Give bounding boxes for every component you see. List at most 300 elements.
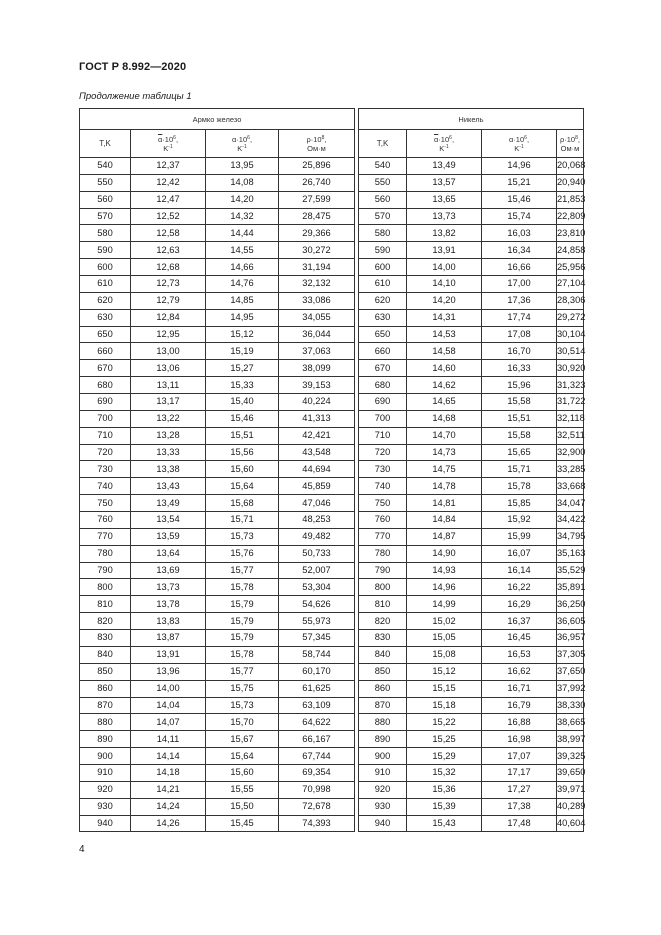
column-header-row: [80, 130, 584, 158]
cell-resistivity: 23,810: [557, 225, 584, 242]
cell-temperature: 590: [359, 242, 407, 259]
cell-resistivity: 53,304: [279, 579, 355, 596]
table-row: [80, 360, 584, 377]
cell-resistivity: 55,973: [279, 613, 355, 630]
table-row: [80, 292, 584, 309]
cell-temperature: 800: [359, 579, 407, 596]
cell-temperature: 590: [80, 242, 131, 259]
cell-alpha: 14,76: [206, 276, 279, 293]
cell-alpha: 16,45: [482, 630, 557, 647]
cell-temperature: 930: [359, 798, 407, 815]
cell-temperature: 830: [80, 630, 131, 647]
table-row: [80, 242, 584, 259]
cell-mean-alpha: 14,14: [131, 748, 206, 765]
cell-alpha: 15,65: [482, 444, 557, 461]
col-header-mean-alpha: $\overline{\alpha}\cdot 10^6$, $K^{-1}$: [131, 130, 206, 158]
cell-resistivity: 34,047: [557, 495, 584, 512]
cell-alpha: 16,71: [482, 680, 557, 697]
cell-resistivity: 35,163: [557, 545, 584, 562]
cell-mean-alpha: 13,65: [407, 191, 482, 208]
table-row: [80, 444, 584, 461]
table-row: [80, 781, 584, 798]
cell-mean-alpha: 13,83: [131, 613, 206, 630]
cell-alpha: 17,08: [482, 326, 557, 343]
cell-resistivity: 22,809: [557, 208, 584, 225]
cell-alpha: 14,20: [206, 191, 279, 208]
cell-resistivity: 34,422: [557, 512, 584, 529]
cell-resistivity: 37,650: [557, 663, 584, 680]
cell-resistivity: 21,853: [557, 191, 584, 208]
cell-resistivity: 38,330: [557, 697, 584, 714]
cell-resistivity: 52,007: [279, 562, 355, 579]
cell-mean-alpha: 15,05: [407, 630, 482, 647]
cell-resistivity: 57,345: [279, 630, 355, 647]
cell-mean-alpha: 14,26: [131, 815, 206, 832]
cell-alpha: 14,44: [206, 225, 279, 242]
cell-temperature: 820: [80, 613, 131, 630]
cell-resistivity: 34,055: [279, 309, 355, 326]
cell-mean-alpha: 12,63: [131, 242, 206, 259]
cell-resistivity: 32,118: [557, 410, 584, 427]
table-row: [80, 495, 584, 512]
cell-temperature: 570: [80, 208, 131, 225]
cell-temperature: 890: [80, 731, 131, 748]
cell-alpha: 15,76: [206, 545, 279, 562]
cell-mean-alpha: 14,04: [131, 697, 206, 714]
table-row: [80, 528, 584, 545]
cell-alpha: 15,67: [206, 731, 279, 748]
cell-temperature: 690: [80, 394, 131, 411]
cell-mean-alpha: 14,73: [407, 444, 482, 461]
cell-temperature: 700: [80, 410, 131, 427]
table-row: [80, 680, 584, 697]
cell-resistivity: 40,604: [557, 815, 584, 832]
cell-mean-alpha: 12,47: [131, 191, 206, 208]
cell-temperature: 850: [80, 663, 131, 680]
cell-mean-alpha: 13,06: [131, 360, 206, 377]
table-row: [80, 748, 584, 765]
cell-resistivity: 32,132: [279, 276, 355, 293]
cell-temperature: 760: [80, 512, 131, 529]
cell-mean-alpha: 14,84: [407, 512, 482, 529]
cell-alpha: 15,46: [482, 191, 557, 208]
cell-temperature: 850: [359, 663, 407, 680]
cell-resistivity: 38,665: [557, 714, 584, 731]
cell-mean-alpha: 14,10: [407, 276, 482, 293]
cell-mean-alpha: 14,07: [131, 714, 206, 731]
table-row: [80, 714, 584, 731]
cell-mean-alpha: 13,00: [131, 343, 206, 360]
cell-resistivity: 29,366: [279, 225, 355, 242]
table-row: [80, 562, 584, 579]
cell-alpha: 16,07: [482, 545, 557, 562]
cell-mean-alpha: 14,75: [407, 461, 482, 478]
cell-alpha: 15,12: [206, 326, 279, 343]
cell-temperature: 610: [359, 276, 407, 293]
cell-temperature: 540: [359, 158, 407, 175]
cell-resistivity: 32,900: [557, 444, 584, 461]
table-row: [80, 596, 584, 613]
cell-temperature: 870: [80, 697, 131, 714]
cell-temperature: 880: [80, 714, 131, 731]
cell-mean-alpha: 13,54: [131, 512, 206, 529]
cell-temperature: 570: [359, 208, 407, 225]
cell-temperature: 680: [80, 377, 131, 394]
cell-temperature: 760: [359, 512, 407, 529]
cell-alpha: 17,07: [482, 748, 557, 765]
table-caption: Продолжение таблицы 1: [79, 91, 192, 102]
table-row: [80, 377, 584, 394]
col-header-temperature: T,K: [359, 130, 407, 158]
cell-resistivity: 36,250: [557, 596, 584, 613]
cell-mean-alpha: 13,73: [131, 579, 206, 596]
cell-temperature: 630: [80, 309, 131, 326]
cell-resistivity: 33,285: [557, 461, 584, 478]
cell-temperature: 920: [80, 781, 131, 798]
table-body: [80, 158, 584, 832]
cell-mean-alpha: 13,17: [131, 394, 206, 411]
cell-resistivity: 33,086: [279, 292, 355, 309]
cell-temperature: 840: [359, 646, 407, 663]
cell-temperature: 550: [80, 174, 131, 191]
cell-resistivity: 33,668: [557, 478, 584, 495]
cell-resistivity: 39,971: [557, 781, 584, 798]
cell-mean-alpha: 14,11: [131, 731, 206, 748]
cell-resistivity: 43,548: [279, 444, 355, 461]
cell-resistivity: 61,625: [279, 680, 355, 697]
cell-mean-alpha: 14,68: [407, 410, 482, 427]
cell-resistivity: 64,622: [279, 714, 355, 731]
cell-temperature: 840: [80, 646, 131, 663]
cell-resistivity: 27,599: [279, 191, 355, 208]
cell-temperature: 900: [359, 748, 407, 765]
cell-mean-alpha: 14,31: [407, 309, 482, 326]
cell-temperature: 730: [359, 461, 407, 478]
cell-resistivity: 38,997: [557, 731, 584, 748]
col-header-mean-alpha: $\overline{\alpha}\cdot 10^6$, $K^{-1}$: [407, 130, 482, 158]
cell-resistivity: 27,104: [557, 276, 584, 293]
cell-mean-alpha: 14,18: [131, 764, 206, 781]
cell-mean-alpha: 14,60: [407, 360, 482, 377]
cell-alpha: 16,70: [482, 343, 557, 360]
cell-mean-alpha: 13,43: [131, 478, 206, 495]
cell-resistivity: 41,313: [279, 410, 355, 427]
cell-resistivity: 44,694: [279, 461, 355, 478]
cell-alpha: 15,64: [206, 748, 279, 765]
cell-mean-alpha: 13,87: [131, 630, 206, 647]
cell-mean-alpha: 14,53: [407, 326, 482, 343]
cell-mean-alpha: 14,90: [407, 545, 482, 562]
cell-alpha: 15,96: [482, 377, 557, 394]
cell-temperature: 650: [359, 326, 407, 343]
cell-alpha: 16,62: [482, 663, 557, 680]
cell-resistivity: 36,044: [279, 326, 355, 343]
table-row: [80, 764, 584, 781]
cell-resistivity: 35,891: [557, 579, 584, 596]
cell-alpha: 17,38: [482, 798, 557, 815]
cell-alpha: 15,85: [482, 495, 557, 512]
cell-mean-alpha: 12,68: [131, 259, 206, 276]
cell-mean-alpha: 14,93: [407, 562, 482, 579]
cell-mean-alpha: 13,64: [131, 545, 206, 562]
cell-alpha: 16,34: [482, 242, 557, 259]
cell-resistivity: 72,678: [279, 798, 355, 815]
table-row: [80, 478, 584, 495]
cell-temperature: 580: [359, 225, 407, 242]
table-row: [80, 613, 584, 630]
cell-mean-alpha: 12,84: [131, 309, 206, 326]
cell-resistivity: 37,063: [279, 343, 355, 360]
cell-mean-alpha: 14,81: [407, 495, 482, 512]
cell-temperature: 670: [80, 360, 131, 377]
cell-resistivity: 70,998: [279, 781, 355, 798]
cell-mean-alpha: 15,43: [407, 815, 482, 832]
cell-mean-alpha: 14,96: [407, 579, 482, 596]
cell-temperature: 710: [359, 427, 407, 444]
cell-mean-alpha: 13,78: [131, 596, 206, 613]
cell-mean-alpha: 13,49: [407, 158, 482, 175]
document-title: ГОСТ Р 8.992—2020: [79, 61, 187, 73]
cell-mean-alpha: 14,21: [131, 781, 206, 798]
cell-temperature: 620: [359, 292, 407, 309]
cell-resistivity: 63,109: [279, 697, 355, 714]
cell-resistivity: 24,858: [557, 242, 584, 259]
cell-alpha: 15,77: [206, 562, 279, 579]
cell-temperature: 790: [80, 562, 131, 579]
cell-alpha: 13,95: [206, 158, 279, 175]
cell-mean-alpha: 13,57: [407, 174, 482, 191]
cell-mean-alpha: 15,02: [407, 613, 482, 630]
cell-resistivity: 35,529: [557, 562, 584, 579]
table-row: [80, 512, 584, 529]
cell-mean-alpha: 14,87: [407, 528, 482, 545]
cell-alpha: 15,56: [206, 444, 279, 461]
table-row: [80, 225, 584, 242]
cell-temperature: 940: [359, 815, 407, 832]
cell-resistivity: 30,514: [557, 343, 584, 360]
cell-mean-alpha: 14,65: [407, 394, 482, 411]
cell-mean-alpha: 13,11: [131, 377, 206, 394]
cell-mean-alpha: 15,18: [407, 697, 482, 714]
cell-resistivity: 31,722: [557, 394, 584, 411]
cell-temperature: 740: [359, 478, 407, 495]
cell-resistivity: 29,272: [557, 309, 584, 326]
table-row: [80, 427, 584, 444]
cell-mean-alpha: 15,29: [407, 748, 482, 765]
cell-resistivity: 30,272: [279, 242, 355, 259]
cell-temperature: 830: [359, 630, 407, 647]
cell-alpha: 15,77: [206, 663, 279, 680]
cell-mean-alpha: 15,32: [407, 764, 482, 781]
cell-alpha: 15,60: [206, 461, 279, 478]
cell-alpha: 16,29: [482, 596, 557, 613]
table-row: [80, 545, 584, 562]
cell-resistivity: 36,605: [557, 613, 584, 630]
cell-resistivity: 37,992: [557, 680, 584, 697]
cell-alpha: 15,79: [206, 596, 279, 613]
cell-temperature: 930: [80, 798, 131, 815]
cell-temperature: 860: [359, 680, 407, 697]
cell-mean-alpha: 13,22: [131, 410, 206, 427]
cell-mean-alpha: 13,91: [131, 646, 206, 663]
cell-alpha: 15,51: [482, 410, 557, 427]
cell-resistivity: 36,957: [557, 630, 584, 647]
cell-alpha: 16,88: [482, 714, 557, 731]
cell-mean-alpha: 14,00: [407, 259, 482, 276]
cell-mean-alpha: 15,25: [407, 731, 482, 748]
cell-mean-alpha: 14,62: [407, 377, 482, 394]
group-header-row: [80, 109, 584, 130]
cell-temperature: 550: [359, 174, 407, 191]
cell-temperature: 720: [359, 444, 407, 461]
cell-alpha: 15,46: [206, 410, 279, 427]
cell-temperature: 810: [80, 596, 131, 613]
cell-alpha: 17,74: [482, 309, 557, 326]
col-header-resistivity: $\rho\cdot 10^8$, Ом·м: [557, 130, 584, 158]
cell-resistivity: 42,421: [279, 427, 355, 444]
cell-mean-alpha: 12,58: [131, 225, 206, 242]
col-header-temperature: T,K: [80, 130, 131, 158]
cell-alpha: 16,98: [482, 731, 557, 748]
cell-mean-alpha: 12,37: [131, 158, 206, 175]
cell-temperature: 910: [359, 764, 407, 781]
cell-resistivity: 31,323: [557, 377, 584, 394]
cell-temperature: 750: [80, 495, 131, 512]
cell-mean-alpha: 14,99: [407, 596, 482, 613]
cell-alpha: 15,64: [206, 478, 279, 495]
cell-mean-alpha: 14,00: [131, 680, 206, 697]
cell-temperature: 910: [80, 764, 131, 781]
cell-resistivity: 28,475: [279, 208, 355, 225]
cell-alpha: 14,96: [482, 158, 557, 175]
cell-alpha: 15,78: [482, 478, 557, 495]
cell-alpha: 15,21: [482, 174, 557, 191]
cell-alpha: 15,73: [206, 697, 279, 714]
cell-resistivity: 60,170: [279, 663, 355, 680]
cell-resistivity: 32,511: [557, 427, 584, 444]
cell-alpha: 14,66: [206, 259, 279, 276]
table-row: [80, 309, 584, 326]
cell-resistivity: 45,859: [279, 478, 355, 495]
cell-alpha: 14,85: [206, 292, 279, 309]
cell-resistivity: 31,194: [279, 259, 355, 276]
cell-temperature: 630: [359, 309, 407, 326]
group-header-nickel: Никель: [359, 109, 584, 130]
table-row: [80, 259, 584, 276]
table-row: [80, 630, 584, 647]
cell-temperature: 870: [359, 697, 407, 714]
cell-temperature: 680: [359, 377, 407, 394]
cell-alpha: 15,58: [482, 427, 557, 444]
cell-mean-alpha: 14,70: [407, 427, 482, 444]
table-row: [80, 798, 584, 815]
cell-alpha: 15,68: [206, 495, 279, 512]
cell-temperature: 880: [359, 714, 407, 731]
cell-alpha: 15,75: [206, 680, 279, 697]
cell-alpha: 15,79: [206, 630, 279, 647]
cell-alpha: 17,48: [482, 815, 557, 832]
cell-alpha: 17,17: [482, 764, 557, 781]
cell-mean-alpha: 13,96: [131, 663, 206, 680]
cell-mean-alpha: 13,73: [407, 208, 482, 225]
cell-resistivity: 54,626: [279, 596, 355, 613]
cell-mean-alpha: 12,73: [131, 276, 206, 293]
cell-alpha: 15,78: [206, 646, 279, 663]
cell-resistivity: 25,956: [557, 259, 584, 276]
cell-temperature: 700: [359, 410, 407, 427]
cell-alpha: 15,71: [206, 512, 279, 529]
cell-resistivity: 67,744: [279, 748, 355, 765]
cell-temperature: 900: [80, 748, 131, 765]
cell-mean-alpha: 15,12: [407, 663, 482, 680]
table-row: [80, 191, 584, 208]
cell-temperature: 660: [80, 343, 131, 360]
cell-mean-alpha: 15,39: [407, 798, 482, 815]
cell-alpha: 16,14: [482, 562, 557, 579]
group-header-armco-iron: Армко железо: [80, 109, 355, 130]
cell-alpha: 17,36: [482, 292, 557, 309]
cell-mean-alpha: 15,08: [407, 646, 482, 663]
cell-mean-alpha: 15,22: [407, 714, 482, 731]
table-row: [80, 158, 584, 175]
cell-resistivity: 40,224: [279, 394, 355, 411]
cell-alpha: 15,92: [482, 512, 557, 529]
cell-mean-alpha: 13,91: [407, 242, 482, 259]
table-row: [80, 343, 584, 360]
col-header-alpha: $\alpha\cdot 10^6$, $K^{-1}$: [206, 130, 279, 158]
cell-temperature: 660: [359, 343, 407, 360]
cell-resistivity: 28,306: [557, 292, 584, 309]
cell-alpha: 16,53: [482, 646, 557, 663]
cell-mean-alpha: 12,95: [131, 326, 206, 343]
cell-alpha: 15,33: [206, 377, 279, 394]
cell-alpha: 14,95: [206, 309, 279, 326]
cell-temperature: 540: [80, 158, 131, 175]
cell-mean-alpha: 13,69: [131, 562, 206, 579]
cell-alpha: 14,55: [206, 242, 279, 259]
cell-resistivity: 48,253: [279, 512, 355, 529]
table-row: [80, 731, 584, 748]
table-row: [80, 461, 584, 478]
cell-resistivity: 20,068: [557, 158, 584, 175]
table-row: [80, 326, 584, 343]
cell-alpha: 15,60: [206, 764, 279, 781]
cell-temperature: 600: [359, 259, 407, 276]
cell-resistivity: 26,740: [279, 174, 355, 191]
table-row: [80, 410, 584, 427]
cell-alpha: 17,00: [482, 276, 557, 293]
cell-temperature: 740: [80, 478, 131, 495]
cell-temperature: 770: [359, 528, 407, 545]
cell-mean-alpha: 12,79: [131, 292, 206, 309]
cell-alpha: 15,55: [206, 781, 279, 798]
cell-mean-alpha: 13,49: [131, 495, 206, 512]
cell-alpha: 17,27: [482, 781, 557, 798]
cell-mean-alpha: 14,24: [131, 798, 206, 815]
cell-alpha: 14,32: [206, 208, 279, 225]
cell-resistivity: 40,289: [557, 798, 584, 815]
cell-alpha: 15,71: [482, 461, 557, 478]
cell-temperature: 890: [359, 731, 407, 748]
cell-temperature: 720: [80, 444, 131, 461]
cell-alpha: 16,22: [482, 579, 557, 596]
cell-mean-alpha: 12,42: [131, 174, 206, 191]
cell-temperature: 940: [80, 815, 131, 832]
cell-alpha: 15,51: [206, 427, 279, 444]
cell-resistivity: 34,795: [557, 528, 584, 545]
cell-mean-alpha: 13,33: [131, 444, 206, 461]
cell-alpha: 15,70: [206, 714, 279, 731]
